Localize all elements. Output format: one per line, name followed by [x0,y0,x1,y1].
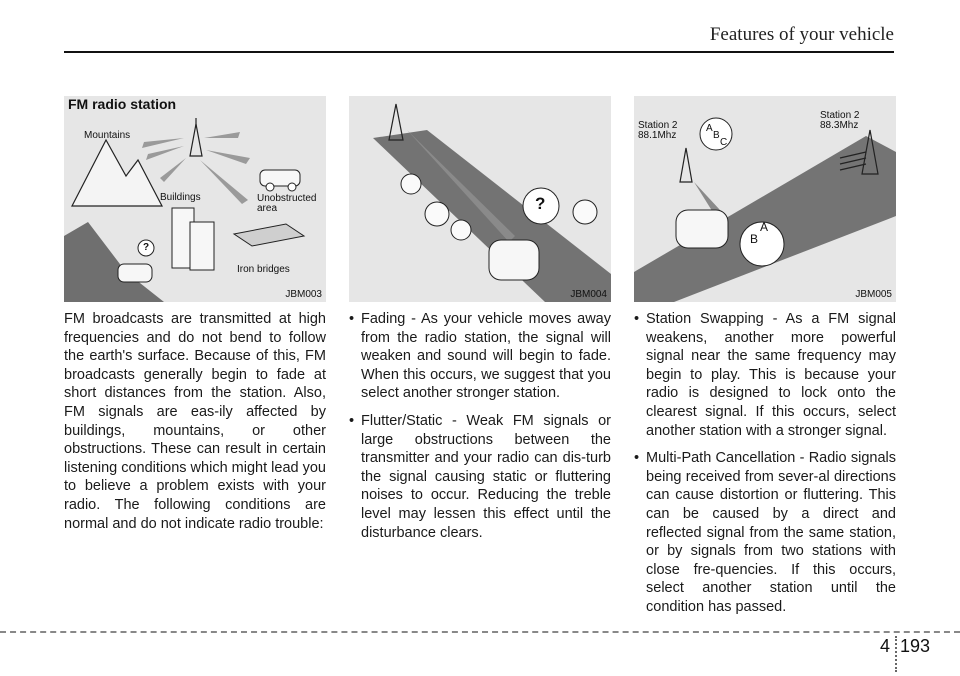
figure-code: JBM003 [285,289,322,300]
label-question: ? [143,242,150,253]
figure-title: FM radio station [68,96,177,112]
label-abc-a: A [706,123,713,134]
footer-rule [0,631,960,633]
bullet-text: Fading - As your vehicle moves away from the radio station, the signal will weaken and sound will begin to fade. When this occurs, we suggest that you select another stronger station. [361,311,611,402]
bullet-dot: • [634,311,640,327]
header-rule [64,51,894,53]
label-station-left-freq: 88.1Mhz [638,130,677,141]
bullet-text: Multi-Path Cancellation - Radio signals being received from sever-al directions can cause distortion or fluttering. This can be caused by a direct and reflected signal from the same station, or by signals from two stations with close fre-quencies. If this occurs, select another station until the condition has passed. [646,450,896,615]
label-question: ? [535,194,546,213]
bullet-station-swapping [634,310,896,440]
bullet-flutter-static [349,412,611,542]
label-mountains: Mountains [84,130,131,141]
label-station-left-name: Station 2 [638,120,678,131]
figure-code: JBM005 [855,289,892,300]
chapter-number: 4 [880,636,891,656]
bullet-fading [349,310,611,403]
label-abc-b: B [713,130,720,141]
column-3 [634,310,896,626]
label-abc-c: C [720,137,728,148]
page-header-title: Features of your vehicle [709,24,894,45]
bullet-dot: • [634,450,640,467]
bullet-dot: • [349,311,355,327]
figure-code: JBM004 [570,289,607,300]
bullet-multipath-cancellation [634,449,896,616]
figure-station-swapping [634,96,896,302]
bullet-text: Station Swapping - As a FM signal weakens, another more powerful signal near the same frequency may begin to play. This is because your radio is designed to lock onto the clearest signal. If this occurs, select another station with a stronger signal. [646,311,896,439]
label-buildings: Buildings [160,192,201,203]
bullet-dot: • [349,412,355,429]
label-unobstructed-line2: area [257,203,278,214]
column-1 [64,310,326,533]
fading-illustration [349,96,611,302]
page-number: 193 [900,636,931,656]
intro-paragraph: FM broadcasts are transmitted at high frequencies and do not bend to follow the earth's surface. Because of this, FM broadcasts generally begin to fade at short distances from the station. Also, FM signals are eas-ily affected by buildings, mountains, or other obstructions. These can result in certain listening conditions which might lead you to believe a problem exists with your radio. The following conditions are normal and do not indicate radio trouble: [64,311,326,532]
bullet-text: Flutter/Static - Weak FM signals or large obstructions between the transmitter and your radio can dis-turb the signal causing static or fluttering noises to occur. Reducing the treble level may lessen this effect until the disturbance clears. [361,412,611,541]
label-multipath-a: A [760,220,769,234]
label-iron-bridges: Iron bridges [237,264,290,275]
figure-fading [349,96,611,302]
figure-fm-radio-station [64,96,326,302]
column-2 [349,310,611,551]
label-station-right-freq: 88.3Mhz [820,120,859,131]
label-station-right-name: Station 2 [820,110,860,121]
label-multipath-b: B [750,232,759,246]
label-unobstructed-line1: Unobstructed [257,193,317,204]
footer-separator [895,636,897,672]
